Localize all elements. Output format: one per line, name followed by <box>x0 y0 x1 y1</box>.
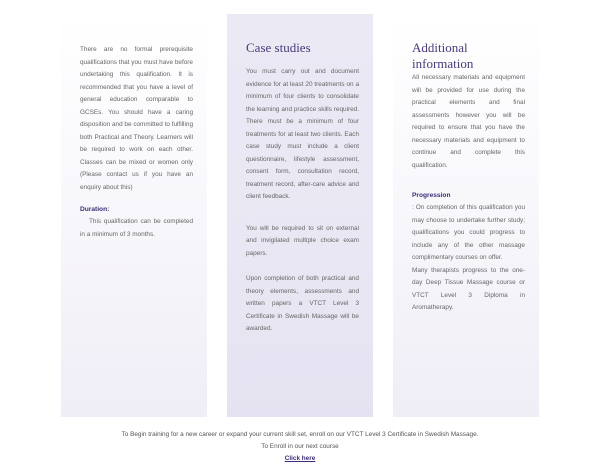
materials-text: All necessary materials and equipment will be provided for use during the practical elements and final assessments however you will be required to ensure that you have the necessary materials and equipment to continue and complete this qualification. <box>412 74 525 169</box>
prerequisites-text: There are no formal prerequisite qualifications that you must have before undertaking this qualification. It is recommended that you have a level of general education comparable to GCSEs. You should have a caring disposition and be committed to fulfilling both Practical and Theory. Learners will be required to work on each other. Classes can be mixed or women only (Please contact us if you have an enquiry about this) <box>80 46 193 191</box>
additional-info-heading: Additional information <box>412 40 474 71</box>
enroll-info-text: To Begin training for a new career or expand your current skill set, enroll on our VTCT Level 3 Certificate in Swedish Massage. <box>121 431 479 438</box>
enroll-prompt-text: To Enroll in our next course <box>261 443 339 450</box>
additional-info-column <box>393 14 539 417</box>
duration-label: Duration: <box>80 206 110 213</box>
prerequisites-column <box>61 14 207 417</box>
case-studies-column <box>227 14 373 417</box>
case-studies-text: You must carry out and document evidence for at least 20 treatments on a minimum of four clients to consolidate the learning and practice skills required. There must be a minimum of four treatments for at least two clients. Each case study must include a client questionnaire, lifestyle assessment, consent form, consultation record, treatment record, after-care advice and client feedback. <box>246 68 359 200</box>
further-courses-text: Many therapists progress to the one-day Deep Tissue Massage course or VTCT Level 3 Diploma in Aromatherapy. <box>412 266 525 311</box>
certificate-award-text: Upon completion of both practical and theory elements, assessments and written papers a VTCT Level 3 Certificate in Swedish Massage will be awarded. <box>246 275 359 332</box>
exam-papers-text: You will be required to sit on external and invigilated multiple choice exam papers. <box>246 224 359 257</box>
case-studies-heading: Case studies <box>246 40 311 55</box>
progression-text: : On completion of this qualification you may choose to undertake further study; qualifications you could progress to include any of the other massage complimentary courses on offer. <box>412 204 525 261</box>
progression-label: Progression <box>412 192 451 199</box>
click-here-link[interactable]: Click here <box>284 455 316 462</box>
duration-text: This qualification can be completed in a minimum of 3 months. <box>80 218 193 238</box>
